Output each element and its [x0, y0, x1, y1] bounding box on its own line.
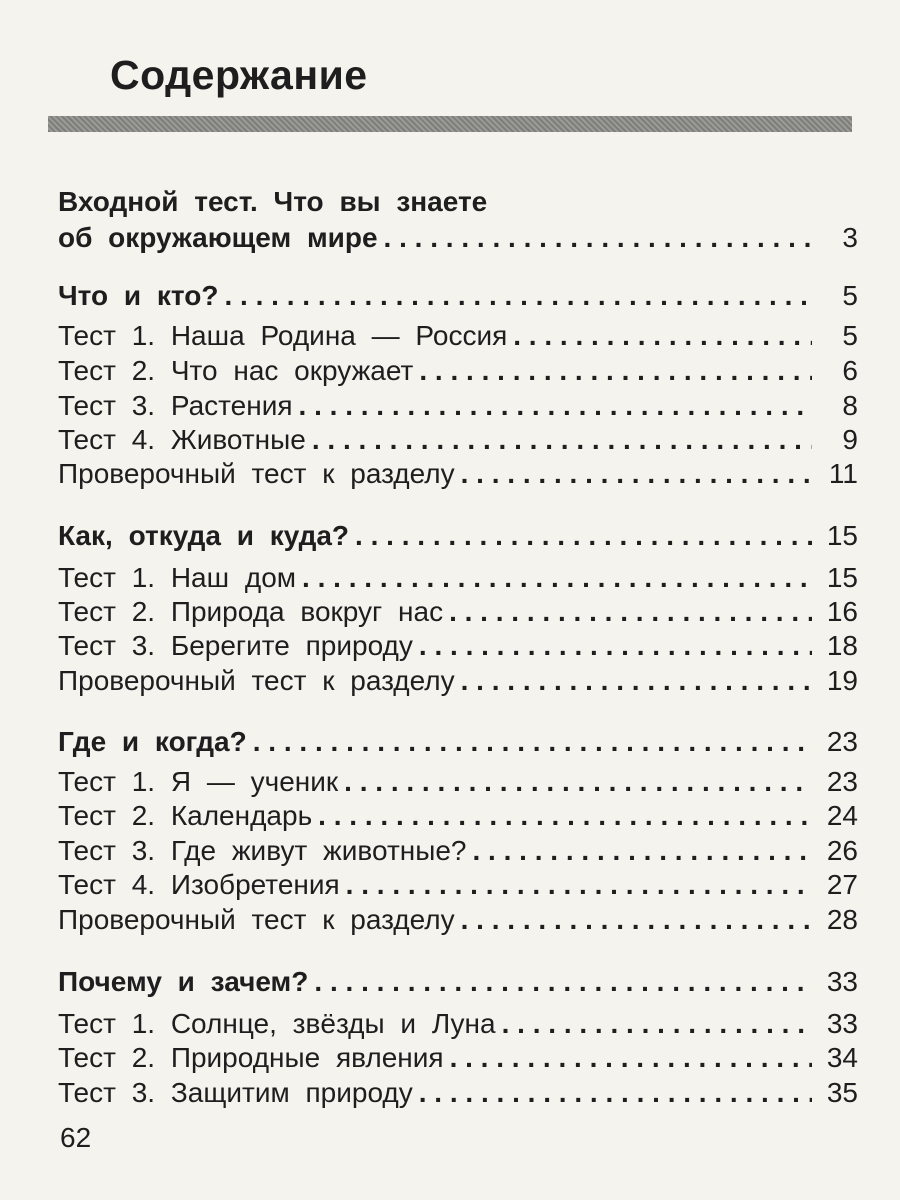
toc-item-entry[interactable] [58, 355, 858, 387]
dot-leader [473, 835, 813, 867]
toc-item-entry[interactable] [58, 766, 858, 798]
page-title: Содержание [110, 52, 368, 98]
dot-leader [346, 869, 812, 901]
toc-entry-page: 24 [826, 800, 858, 831]
toc-item-entry[interactable] [58, 562, 858, 594]
toc-item-entry[interactable] [58, 1077, 858, 1109]
toc-entry-label: Где и когда? [58, 726, 247, 757]
toc-entry-page: 9 [842, 424, 858, 455]
toc-entry-label: Тест 2. Природные явления [58, 1042, 444, 1073]
toc-entry-page: 23 [826, 726, 858, 757]
toc-entry-page: 35 [826, 1077, 858, 1108]
toc-section-entry[interactable] [58, 222, 858, 254]
dot-leader [513, 320, 812, 352]
toc-entry-label: Тест 3. Защитим природу [58, 1077, 413, 1108]
toc-entry-page: 19 [826, 665, 858, 696]
toc-entry-page: 8 [842, 390, 858, 421]
toc-entry-label: Тест 4. Изобретения [58, 869, 340, 900]
toc-entry-label: Тест 1. Наш дом [58, 562, 297, 593]
toc-item-entry[interactable] [58, 904, 858, 936]
toc-entry-label: Тест 2. Что нас окружает [58, 355, 414, 386]
toc-section-entry[interactable] [58, 280, 858, 312]
toc-entry-label: Тест 2. Календарь [58, 800, 313, 831]
toc-entry-label: Проверочный тест к разделу [58, 458, 455, 489]
dot-leader [450, 1042, 812, 1074]
toc-item-entry[interactable] [58, 800, 858, 832]
toc-item-entry[interactable] [58, 665, 858, 697]
toc-entry-label: Тест 2. Природа вокруг нас [58, 596, 444, 627]
dot-leader [502, 1008, 812, 1040]
toc-entry-label: Почему и зачем? [58, 966, 309, 997]
toc-entry-page: 6 [842, 355, 858, 386]
dot-leader [253, 726, 812, 758]
toc-entry-label: Как, откуда и куда? [58, 520, 350, 551]
toc-entry-page: 5 [842, 280, 858, 311]
toc-entry-page: 26 [826, 835, 858, 866]
toc-item-entry[interactable] [58, 1008, 858, 1040]
toc-entry-label: Тест 4. Животные [58, 424, 306, 455]
toc-entry-page: 33 [826, 1008, 858, 1039]
dot-leader [302, 562, 812, 594]
dot-leader [461, 904, 812, 936]
dot-leader [344, 766, 812, 798]
toc-entry-page: 16 [826, 596, 858, 627]
toc-item-entry[interactable] [58, 424, 858, 456]
toc-entry-page: 27 [826, 869, 858, 900]
toc-entry-label: Проверочный тест к разделу [58, 904, 455, 935]
dot-leader [419, 630, 812, 662]
toc-entry-page: 15 [826, 562, 858, 593]
toc-entry-label: об окружающем мире [58, 222, 378, 253]
dot-leader [419, 1077, 812, 1109]
toc-section-entry[interactable] [58, 966, 858, 998]
toc-entry-page: 5 [842, 320, 858, 351]
toc-entry-page: 11 [828, 458, 858, 489]
toc-entry-page: 3 [842, 222, 858, 253]
dot-leader [355, 520, 812, 552]
toc-section-entry[interactable] [58, 520, 858, 552]
toc-entry-page: 28 [826, 904, 858, 935]
page-number: 62 [60, 1122, 92, 1153]
dot-leader [314, 966, 812, 998]
toc-entry-label: Тест 1. Я — ученик [58, 766, 339, 797]
dot-leader [312, 424, 812, 456]
toc-item-entry[interactable] [58, 835, 858, 867]
toc-item-entry[interactable] [58, 596, 858, 628]
dot-leader [299, 390, 812, 422]
toc-item-entry[interactable] [58, 320, 858, 352]
dot-leader [384, 222, 812, 254]
toc-entry-page: 18 [826, 630, 858, 661]
toc-entry-page: 15 [826, 520, 858, 551]
dot-leader [224, 280, 812, 312]
dot-leader [318, 800, 812, 832]
toc-item-entry[interactable] [58, 458, 858, 490]
toc-section-first-line: Входной тест. Что вы знаете [58, 186, 488, 217]
toc-entry-label: Что и кто? [58, 280, 219, 311]
dot-leader [449, 596, 812, 628]
toc-item-entry[interactable] [58, 630, 858, 662]
toc-item-entry[interactable] [58, 869, 858, 901]
toc-entry-page: 34 [826, 1042, 858, 1073]
dot-leader [461, 665, 812, 697]
toc-entry-label: Тест 1. Наша Родина — Россия [58, 320, 508, 351]
toc-item-entry[interactable] [58, 390, 858, 422]
toc-section-entry[interactable] [58, 726, 858, 758]
toc-entry-page: 23 [826, 766, 858, 797]
toc-entry-label: Тест 3. Где живут животные? [58, 835, 467, 866]
dot-leader [419, 355, 812, 387]
dot-leader [461, 458, 812, 490]
toc-entry-label: Проверочный тест к разделу [58, 665, 455, 696]
toc-entry-label: Тест 1. Солнце, звёзды и Луна [58, 1008, 496, 1039]
toc-entry-page: 33 [826, 966, 858, 997]
toc-entry-label: Тест 3. Растения [58, 390, 293, 421]
toc-item-entry[interactable] [58, 1042, 858, 1074]
toc-entry-label: Тест 3. Берегите природу [58, 630, 413, 661]
